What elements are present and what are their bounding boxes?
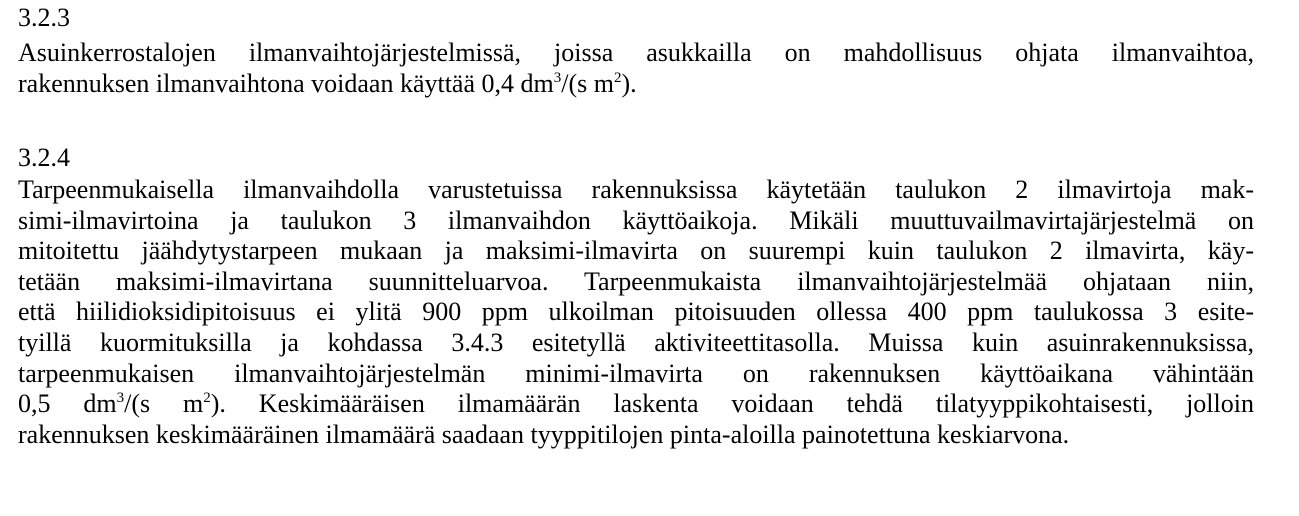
line-text: 0,5 dm [18, 389, 117, 419]
section-number-3-2-4: 3.2.4 [18, 143, 70, 172]
line-text: rakennuksen ilmanvaihtona voidaan käyttää 0,4 dm [18, 68, 554, 98]
section-number-3-2-3: 3.2.3 [18, 3, 70, 32]
paragraph-line-with-units [18, 69, 1254, 100]
superscript-2: 2 [613, 69, 622, 86]
superscript-3: 3 [116, 390, 125, 407]
paragraph-line: tetään maksimi-ilmavirtana suunnitteluarvoa. Tarpeenmukaista ilmanvaihtojärjestelmää ohjataan niin, [18, 266, 1254, 296]
superscript-2: 2 [203, 390, 211, 407]
paragraph-line: Asuinkerrostalojen ilmanvaihtojärjestelmissä, joissa asukkailla on mahdollisuus ohjata ilmanvaihtoa, [18, 38, 1254, 67]
paragraph-line: mitoitettu jäähdytystarpeen mukaan ja maksimi-ilmavirta on suurempi kuin taulukon 2 ilmavirta, käy- [18, 236, 1254, 266]
line-text: /(s m [124, 389, 204, 419]
paragraph-line: että hiilidioksidipitoisuus ei ylitä 900 ppm ulkoilman pitoisuuden ollessa 400 ppm taulukossa 3 esite- [18, 297, 1254, 327]
line-text: ). [621, 68, 637, 98]
paragraph-3-2-4 [18, 175, 1254, 450]
paragraph-line: Tarpeenmukaisella ilmanvaihdolla varustetuissa rakennuksissa käytetään taulukon 2 ilmavirtoja mak- [18, 175, 1254, 204]
paragraph-3-2-3 [18, 38, 1254, 99]
paragraph-line: tyillä kuormituksilla ja kohdassa 3.4.3 esitetyllä aktiviteettitasolla. Muissa kuin asuinrakennuksissa, [18, 327, 1254, 357]
paragraph-line: simi-ilmavirtoina ja taulukon 3 ilmanvaihdon käyttöaikoja. Mikäli muuttuvailmavirtajärjestelmä on [18, 205, 1254, 235]
paragraph-line: tarpeenmukaisen ilmanvaihtojärjestelmän minimi-ilmavirta on rakennuksen käyttöaikana vähintään [18, 358, 1254, 388]
superscript-3: 3 [553, 69, 562, 86]
paragraph-line-with-units [18, 389, 1254, 420]
paragraph-line-last: rakennuksen keskimääräinen ilmamäärä saadaan tyyppitilojen pinta-aloilla painotettuna keskiarvona. [18, 419, 1070, 449]
line-text: ). Keskimääräisen ilmamäärän laskenta voidaan tehdä tilatyyppikohtaisesti, jolloin [210, 389, 1254, 419]
line-text: /(s m [561, 68, 614, 98]
